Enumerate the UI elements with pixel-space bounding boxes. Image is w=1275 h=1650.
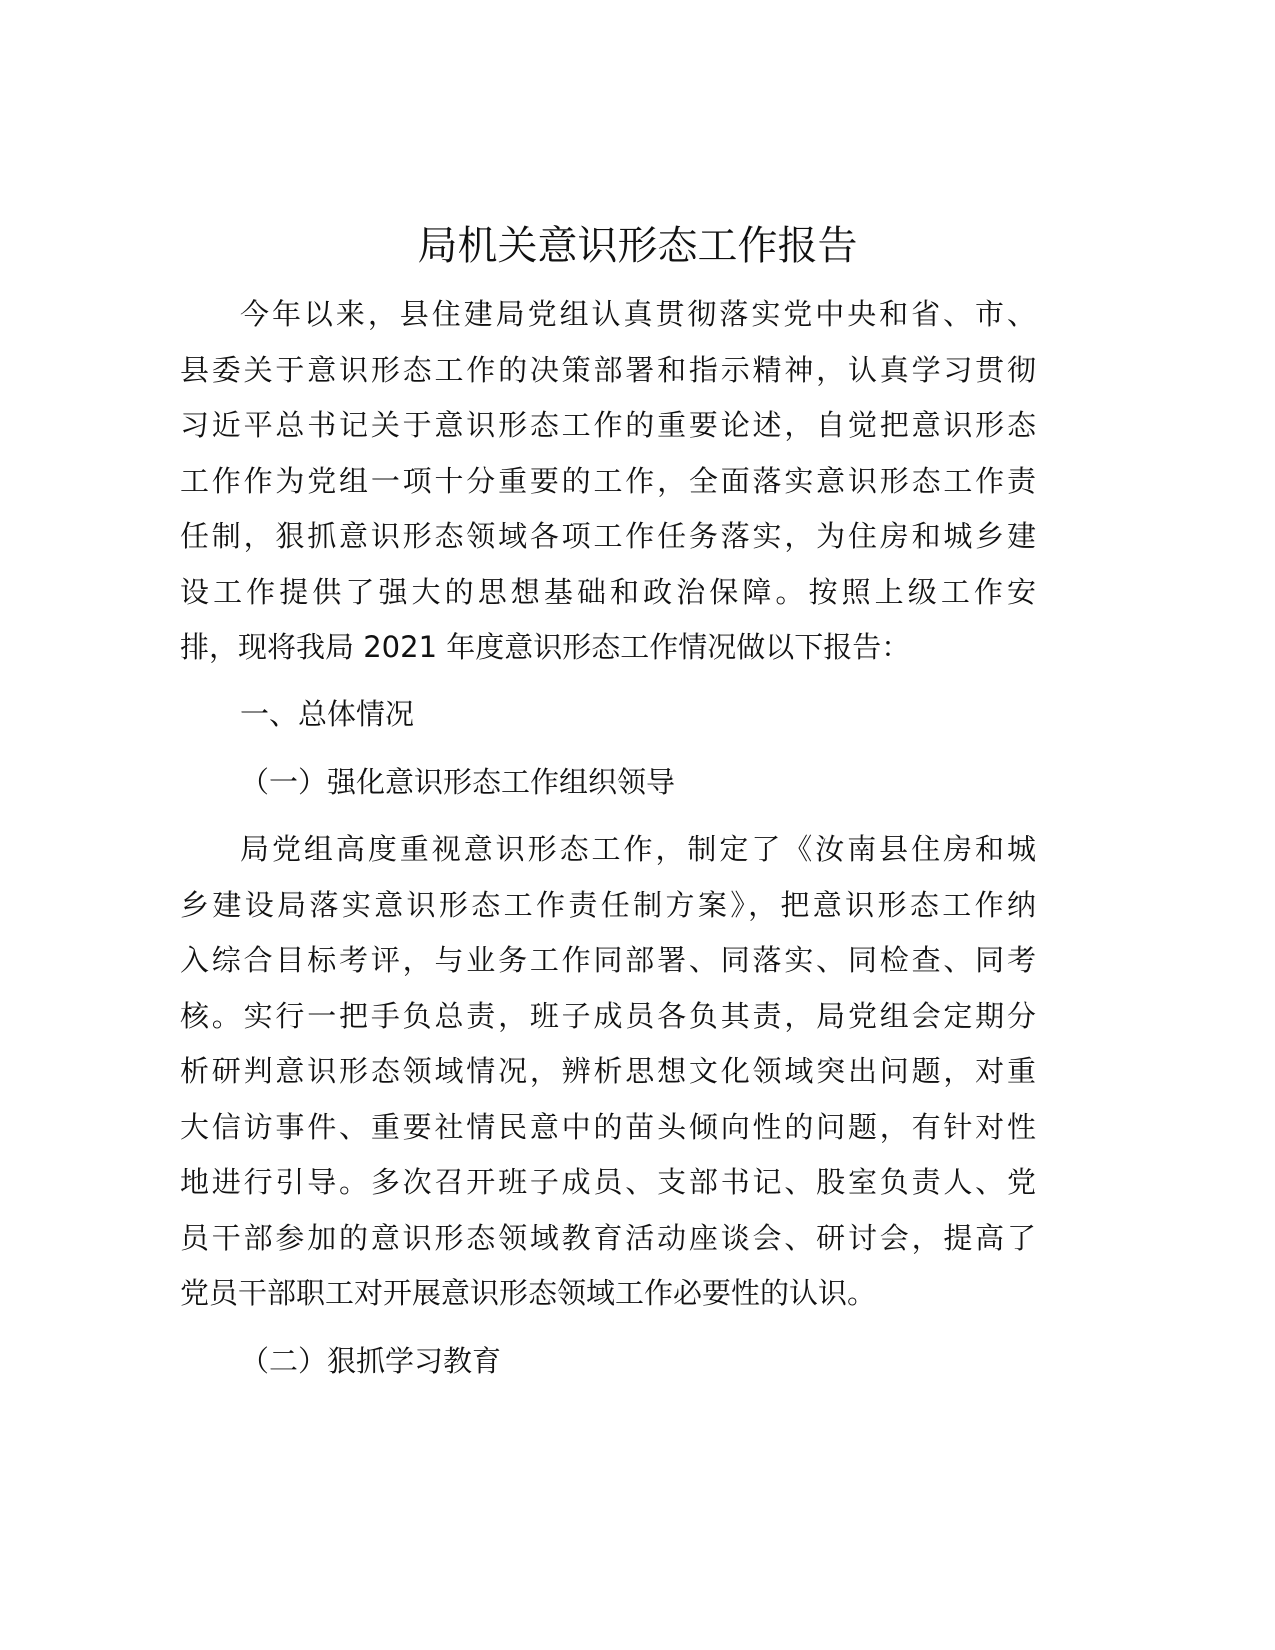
text-line: 习近平总书记关于意识形态工作的重要论述，自觉把意识形态 [180, 408, 1036, 442]
text-line: 设工作提供了强大的思想基础和政治保障。按照上级工作安 [180, 574, 1036, 609]
document-title: 局机关意识形态工作报告 [417, 223, 858, 269]
text-line: 入综合目标考评，与业务工作同部署、同落实、同检查、同考 [180, 943, 1036, 977]
text-line: 县委关于意识形态工作的决策部署和指示精神，认真学习贯彻 [180, 352, 1036, 387]
text-line: 员干部参加的意识形态领域教育活动座谈会、研讨会，提高了 [180, 1220, 1036, 1255]
text-line: 核。实行一把手负总责，班子成员各负其责，局党组会定期分 [180, 998, 1036, 1033]
text-line: 今年以来，县住建局党组认真贯彻落实党中央和省、市、 [240, 297, 1036, 331]
subsection-heading: （一）强化意识形态工作组织领导 [240, 765, 676, 799]
text-line: 排，现将我局 2021 年度意识形态工作情况做以下报告： [180, 630, 911, 664]
text-line: 地进行引导。多次召开班子成员、支部书记、股室负责人、党 [180, 1165, 1036, 1199]
subsection-heading: （二）狠抓学习教育 [240, 1344, 502, 1378]
text-line: 党员干部职工对开展意识形态领域工作必要性的认识。 [180, 1276, 877, 1310]
text-line: 任制，狠抓意识形态领域各项工作任务落实，为住房和城乡建 [180, 519, 1036, 553]
text-line: 局党组高度重视意识形态工作，制定了《汝南县住房和城 [240, 832, 1036, 866]
text-line: 析研判意识形态领域情况，辨析思想文化领域突出问题，对重 [180, 1054, 1036, 1088]
section-heading: 一、总体情况 [240, 697, 415, 731]
text-line: 工作作为党组一项十分重要的工作，全面落实意识形态工作责 [180, 463, 1036, 498]
text-line: 大信访事件、重要社情民意中的苗头倾向性的问题，有针对性 [180, 1109, 1036, 1144]
text-line: 乡建设局落实意识形态工作责任制方案》，把意识形态工作纳 [180, 887, 1036, 922]
